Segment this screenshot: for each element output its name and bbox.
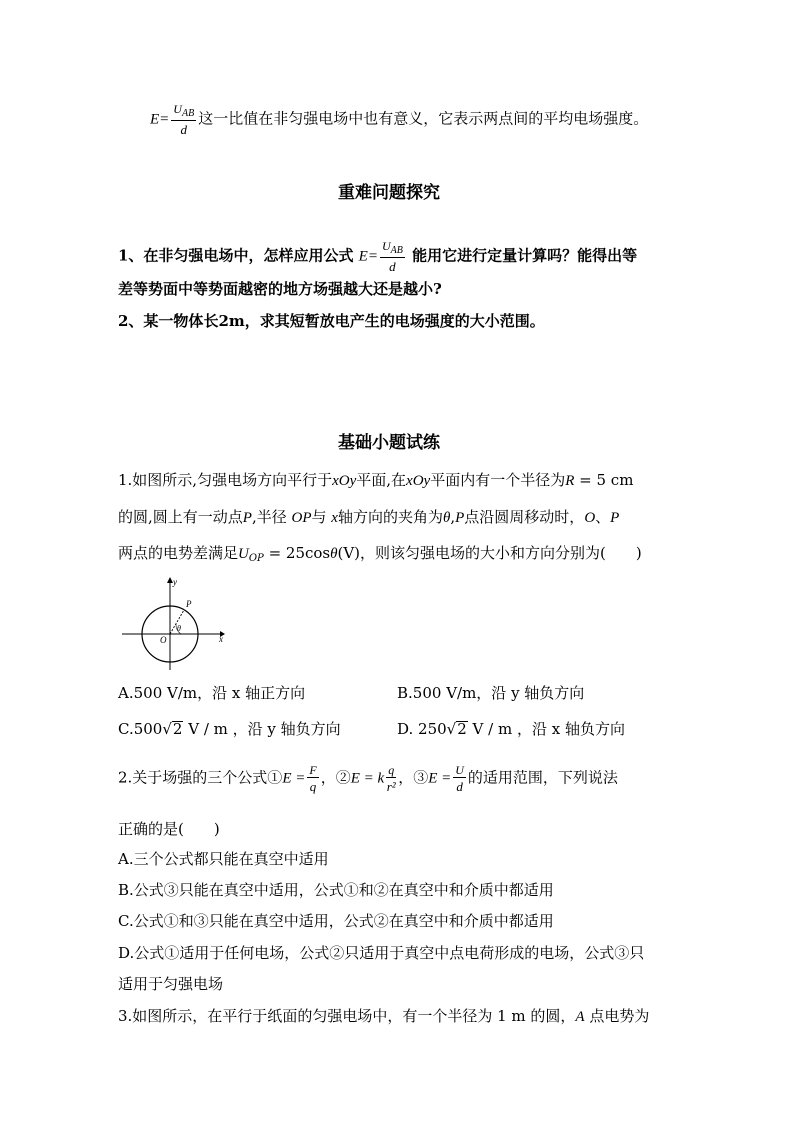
intro-line <box>150 103 648 136</box>
problem-1-option-b: B.500 V/m，沿 y 轴负方向 <box>397 684 585 702</box>
circle-field-diagram <box>120 574 230 670</box>
formula-2-fraction: $\frac{q}{\text{r²}}$ <box>386 763 396 794</box>
problem-2-option-a: A.三个公式都只能在真空中适用 <box>118 850 329 868</box>
problem-1-option-d: D. 250√2 V / m ，沿 x 轴负方向 <box>397 720 625 738</box>
formula-1-fraction: $\frac{F}{q}$ <box>309 763 317 794</box>
question-2: 2、某一物体长2m，求其短暂放电产生的电场强度的大小范围。 <box>118 312 545 330</box>
problem-1-option-a: A.500 V/m，沿 x 轴正方向 <box>118 684 306 702</box>
problem-1-line-2: 的圆,圆上有一动点P,半径 OP与 x轴方向的夹角为θ,P点沿圆周移动时，O、P <box>118 508 620 526</box>
fig-label-theta: θ <box>177 624 181 633</box>
q1-formula-fraction: $\frac{U_{AB}}{d}$ <box>381 239 403 274</box>
problem-2-option-b: B.公式③只能在真空中适用，公式①和②在真空中和介质中都适用 <box>118 881 554 899</box>
problem-1-option-c: C.500√2 V / m ，沿 y 轴负方向 <box>118 720 341 738</box>
problem-1-line-3: 两点的电势差满足$U_{OP} = 25\cos\theta(V)$，则该匀强电场的大小和方向分别为( ) <box>118 544 642 564</box>
intro-text: 这一比值在非匀强电场中也有意义，它表示两点间的平均电场强度。 <box>198 109 649 128</box>
problem-2-option-d-line-1: D.公式①适用于任何电场，公式②只适用于真空中点电荷形成的电场，公式③只 <box>118 944 645 962</box>
formula-3-fraction: $\frac{U}{d}$ <box>455 763 464 794</box>
problem-3-line-1: 3.如图所示，在平行于纸面的匀强电场中，有一个半径为 1 m 的圆，A 点电势为 <box>118 1007 650 1025</box>
fig-label-x: x <box>219 634 223 644</box>
intro-formula-fraction: $\frac{U_{AB}}{d}$ <box>173 102 195 137</box>
section-title-difficult-problems: 重难问题探究 <box>338 183 440 203</box>
problem-2-option-d-line-2: 适用于匀强电场 <box>118 975 224 993</box>
problem-2-line-2: 正确的是( ) <box>118 820 220 838</box>
question-1-line-1: 1、在非匀强电场中，怎样应用公式 E= $\frac{U_{AB}}{d}$ 能用它进行定量计算吗？能得出等 <box>118 239 638 274</box>
intro-formula-lhs: E= <box>150 111 170 128</box>
question-1-line-2: 差等势面中等势面越密的地方场强越大还是越小? <box>118 280 442 298</box>
section-title-basic-practice: 基础小题试练 <box>338 433 440 453</box>
problem-1-line-1: 1.如图所示,匀强电场方向平行于xOy平面,在xOy平面内有一个半径为R = 5 cm <box>118 471 634 489</box>
problem-2-line-1: 2.关于场强的三个公式①E = $\frac{F}{q}$ ，②E = k $\frac{q}{\text{r²}}$ ，③E = $\frac{U}{d}$ 的适用范围，下列说法 <box>118 763 618 794</box>
fig-label-o: O <box>160 635 167 645</box>
fig-label-y: y <box>173 577 177 587</box>
fig-label-p: P <box>186 599 192 609</box>
problem-2-option-c: C.公式①和③只能在真空中适用，公式②在真空中和介质中都适用 <box>118 912 554 930</box>
